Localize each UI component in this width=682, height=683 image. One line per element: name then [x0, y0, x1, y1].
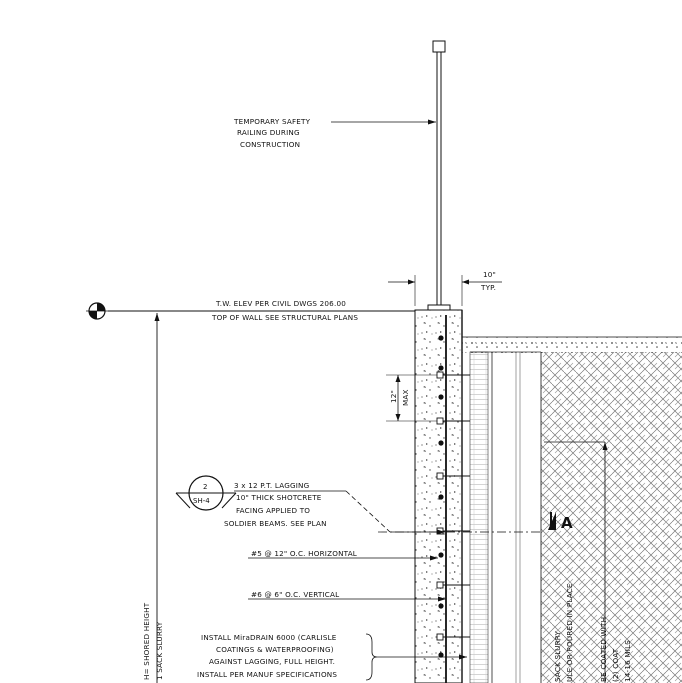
spacing-dim-value: 12"	[389, 389, 398, 403]
drain-note-line3: AGAINST LAGGING, FULL HEIGHT.	[209, 657, 336, 666]
top-dimension-value: 10"	[483, 270, 497, 279]
safety-railing	[428, 41, 450, 310]
coating-note-right-line1: BE COATED WITH	[599, 616, 608, 682]
slurry-note-right-line2: ULE OR POURED IN PLACE	[565, 583, 574, 682]
rebar-horizontal-note: #5 @ 12" O.C. HORIZONTAL	[251, 549, 358, 558]
slurry-label: 1 SACK SLURRY	[155, 621, 164, 680]
rebar-vertical-note: #6 @ 6" O.C. VERTICAL	[251, 590, 340, 599]
top-dimension-suffix: TYP.	[481, 283, 497, 292]
drain-note-line1: INSTALL MiraDRAIN 6000 (CARLISLE	[201, 633, 337, 642]
railing-note-line1: TEMPORARY SAFETY	[234, 117, 311, 126]
coating-note-right-line2: (2) COAT	[611, 648, 620, 682]
railing-note-line3: CONSTRUCTION	[240, 140, 301, 149]
drain-note-line4: INSTALL PER MANUF SPECIFICATIONS	[197, 670, 338, 679]
lagging-note-line3: FACING APPLIED TO	[236, 506, 311, 515]
detail-callout-sheet: SH-4	[193, 497, 210, 505]
railing-leader	[331, 120, 436, 125]
spacing-dim-suffix: MAX	[401, 389, 410, 406]
elevation-target-icon	[86, 303, 108, 319]
drain-lagging-zone	[470, 352, 541, 683]
detail-callout-number: 2	[203, 483, 208, 491]
section-marker: A	[561, 514, 573, 532]
lagging-note-line4: SOLDIER BEAMS. SEE PLAN	[224, 519, 327, 528]
elevation-line2: TOP OF WALL SEE STRUCTURAL PLANS	[212, 313, 359, 322]
railing-note-line2: RAILING DURING	[237, 128, 300, 137]
drain-note-line2: COATINGS & WATERPROOFING)	[216, 645, 334, 654]
height-label: H= SHORED HEIGHT	[142, 602, 151, 680]
coating-note-right-line3: 14-16 MILS	[623, 639, 632, 682]
elevation-line1: T.W. ELEV PER CIVIL DWGS 206.00	[216, 299, 346, 308]
section-cut-line	[378, 512, 556, 532]
slurry-note-right-line1: SACK SLURRY	[553, 630, 562, 682]
lagging-note-line1: 3 x 12 P.T. LAGGING	[234, 481, 310, 490]
lagging-note-line2: 10" THICK SHOTCRETE	[236, 493, 322, 502]
